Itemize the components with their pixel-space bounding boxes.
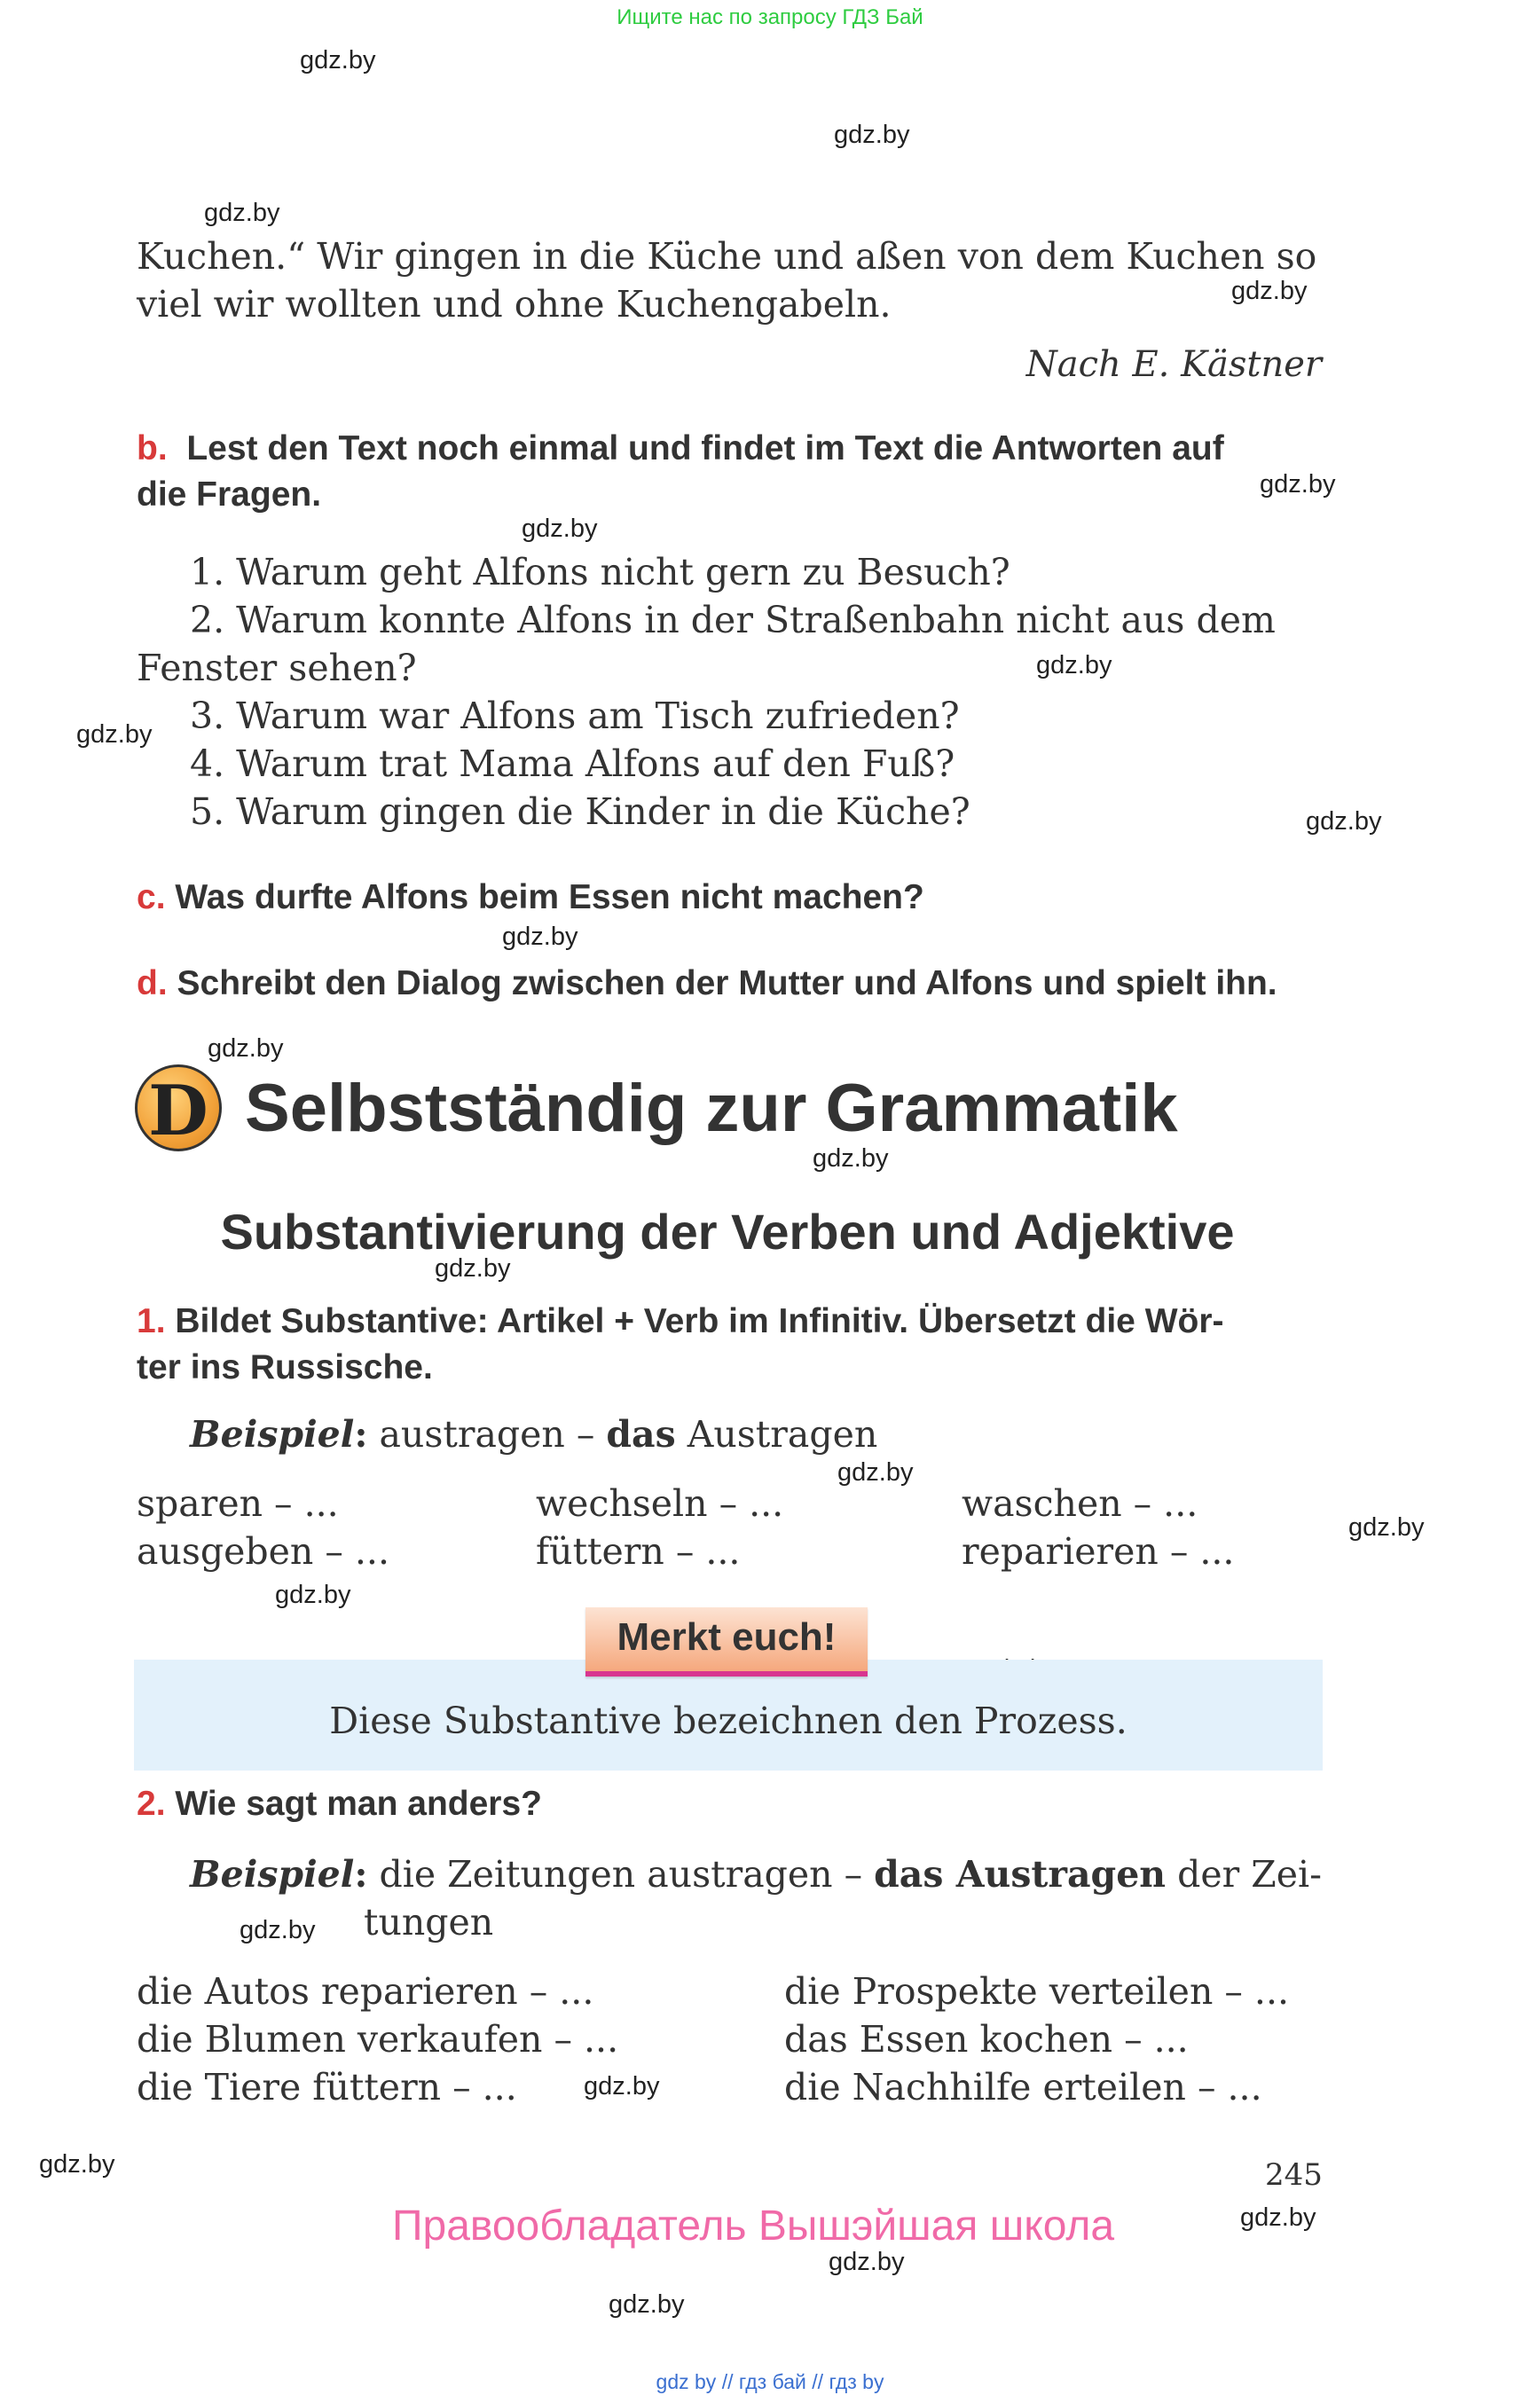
example-label: Beispiel bbox=[190, 1853, 355, 1896]
watermark: gdz.by bbox=[1306, 807, 1382, 836]
exercise-1-line2: ter ins Russische. bbox=[137, 1348, 433, 1386]
question: Fenster sehen? bbox=[137, 647, 417, 689]
watermark: gdz.by bbox=[204, 199, 280, 227]
word-item: füttern – ... bbox=[536, 1530, 741, 1573]
word-item: reparieren – ... bbox=[962, 1530, 1235, 1573]
copyright-notice: Правообладатель Вышэйшая школа bbox=[392, 2203, 1115, 2250]
question: 1. Warum geht Alfons nicht gern zu Besuch? bbox=[190, 551, 1010, 593]
phrase-column-1 bbox=[137, 1967, 618, 2111]
watermark: gdz.by bbox=[522, 514, 598, 543]
example-2 bbox=[190, 1850, 1322, 1898]
word-item: sparen – ... bbox=[137, 1482, 339, 1525]
example-label: Beispiel bbox=[190, 1413, 355, 1456]
task-b-line2: die Fragen. bbox=[137, 475, 322, 514]
example-bold: das bbox=[606, 1413, 676, 1456]
top-banner: Ищите нас по запросу ГДЗ Бай bbox=[617, 5, 923, 29]
exercise-number: 2. bbox=[137, 1785, 166, 1823]
phrase-item: die Tiere füttern – ... bbox=[137, 2066, 517, 2109]
page-number: 245 bbox=[1265, 2157, 1323, 2193]
task-c bbox=[137, 878, 924, 917]
watermark: gdz.by bbox=[584, 2072, 660, 2101]
watermark: gdz.by bbox=[1348, 1513, 1425, 1542]
story-line: Kuchen.“ Wir gingen in die Küche und aßen von dem Kuchen so bbox=[137, 235, 1317, 278]
footer-separator: // bbox=[812, 2370, 824, 2393]
merkt-euch-label: Merkt euch! bbox=[585, 1607, 868, 1677]
task-d bbox=[137, 964, 1277, 1003]
watermark: gdz.by bbox=[435, 1254, 511, 1283]
footer-links bbox=[0, 2370, 1540, 2394]
footer-link[interactable]: гдз by bbox=[829, 2370, 884, 2393]
word-column-2 bbox=[536, 1480, 783, 1575]
watermark: gdz.by bbox=[1240, 2203, 1316, 2232]
watermark: gdz.by bbox=[834, 121, 910, 149]
question: 5. Warum gingen die Kinder in die Küche? bbox=[190, 790, 970, 833]
watermark: gdz.by bbox=[837, 1458, 914, 1487]
section-badge-letter: D bbox=[148, 1071, 208, 1151]
word-item: ausgeben – ... bbox=[137, 1530, 389, 1573]
phrase-item: die Nachhilfe erteilen – ... bbox=[784, 2066, 1262, 2109]
task-text: Was durfte Alfons beim Essen nicht machen? bbox=[175, 878, 924, 916]
exercise-text: Wie sagt man anders? bbox=[175, 1785, 542, 1823]
example-2-line2: tungen bbox=[364, 1901, 494, 1944]
question: 3. Warum war Alfons am Tisch zufrieden? bbox=[190, 695, 960, 737]
footer-separator: // bbox=[721, 2370, 734, 2393]
phrase-item: das Essen kochen – ... bbox=[784, 2018, 1189, 2061]
grammar-subtitle: Substantivierung der Verben und Adjektive bbox=[220, 1204, 1235, 1260]
rule-text: Diese Substantive bezeichnen den Prozess. bbox=[329, 1700, 1128, 1742]
example-1 bbox=[190, 1410, 877, 1458]
example-colon: : bbox=[354, 1413, 368, 1456]
exercise-2 bbox=[137, 1785, 542, 1824]
example-part: die Zeitungen austragen – bbox=[367, 1853, 875, 1896]
watermark: gdz.by bbox=[1036, 651, 1112, 679]
story-author: Nach E. Kästner bbox=[1025, 344, 1322, 385]
watermark: gdz.by bbox=[813, 1144, 889, 1173]
task-text: Lest den Text noch einmal und findet im Text die Antworten auf bbox=[186, 429, 1224, 467]
watermark: gdz.by bbox=[502, 923, 578, 951]
task-b-line1 bbox=[137, 429, 1224, 468]
section-badge bbox=[135, 1064, 222, 1151]
example-part: der Zei- bbox=[1166, 1853, 1323, 1896]
watermark: gdz.by bbox=[208, 1034, 284, 1063]
question: 4. Warum trat Mama Alfons auf den Fuß? bbox=[190, 742, 955, 785]
watermark: gdz.by bbox=[39, 2150, 115, 2179]
section-title: Selbstständig zur Grammatik bbox=[245, 1071, 1178, 1146]
task-text: Schreibt den Dialog zwischen der Mutter und Alfons und spielt ihn. bbox=[177, 964, 1277, 1002]
exercise-number: 1. bbox=[137, 1302, 166, 1340]
watermark: gdz.by bbox=[829, 2248, 905, 2276]
example-part: Austragen bbox=[675, 1413, 878, 1456]
watermark: gdz.by bbox=[1260, 470, 1336, 499]
phrase-column-2 bbox=[784, 1967, 1289, 2111]
exercise-1-line1 bbox=[137, 1302, 1224, 1341]
word-item: waschen – ... bbox=[962, 1482, 1198, 1525]
phrase-item: die Autos reparieren – ... bbox=[137, 1970, 594, 2013]
phrase-item: die Blumen verkaufen – ... bbox=[137, 2018, 619, 2061]
example-bold: das Austragen bbox=[874, 1853, 1167, 1896]
watermark: gdz.by bbox=[76, 720, 153, 749]
word-item: wechseln – ... bbox=[536, 1482, 784, 1525]
task-letter: c. bbox=[137, 878, 166, 916]
story-line: viel wir wollten und ohne Kuchengabeln. bbox=[137, 283, 892, 326]
watermark: gdz.by bbox=[240, 1916, 316, 1944]
question: 2. Warum konnte Alfons in der Straßenbahn nicht aus dem bbox=[190, 599, 1276, 641]
word-column-1 bbox=[137, 1480, 389, 1575]
task-letter: b. bbox=[137, 429, 168, 467]
watermark: gdz.by bbox=[300, 46, 376, 75]
footer-link[interactable]: гдз бай bbox=[738, 2370, 806, 2393]
example-colon: : bbox=[354, 1853, 368, 1896]
phrase-item: die Prospekte verteilen – ... bbox=[784, 1970, 1290, 2013]
watermark: gdz.by bbox=[1231, 277, 1308, 305]
word-column-3 bbox=[962, 1480, 1234, 1575]
example-part: austragen – bbox=[367, 1413, 607, 1456]
watermark: gdz.by bbox=[275, 1581, 351, 1609]
footer-link[interactable]: gdz by bbox=[656, 2370, 717, 2393]
watermark: gdz.by bbox=[609, 2290, 685, 2319]
exercise-text: Bildet Substantive: Artikel + Verb im Infinitiv. Übersetzt die Wör- bbox=[175, 1302, 1224, 1340]
task-letter: d. bbox=[137, 964, 168, 1002]
